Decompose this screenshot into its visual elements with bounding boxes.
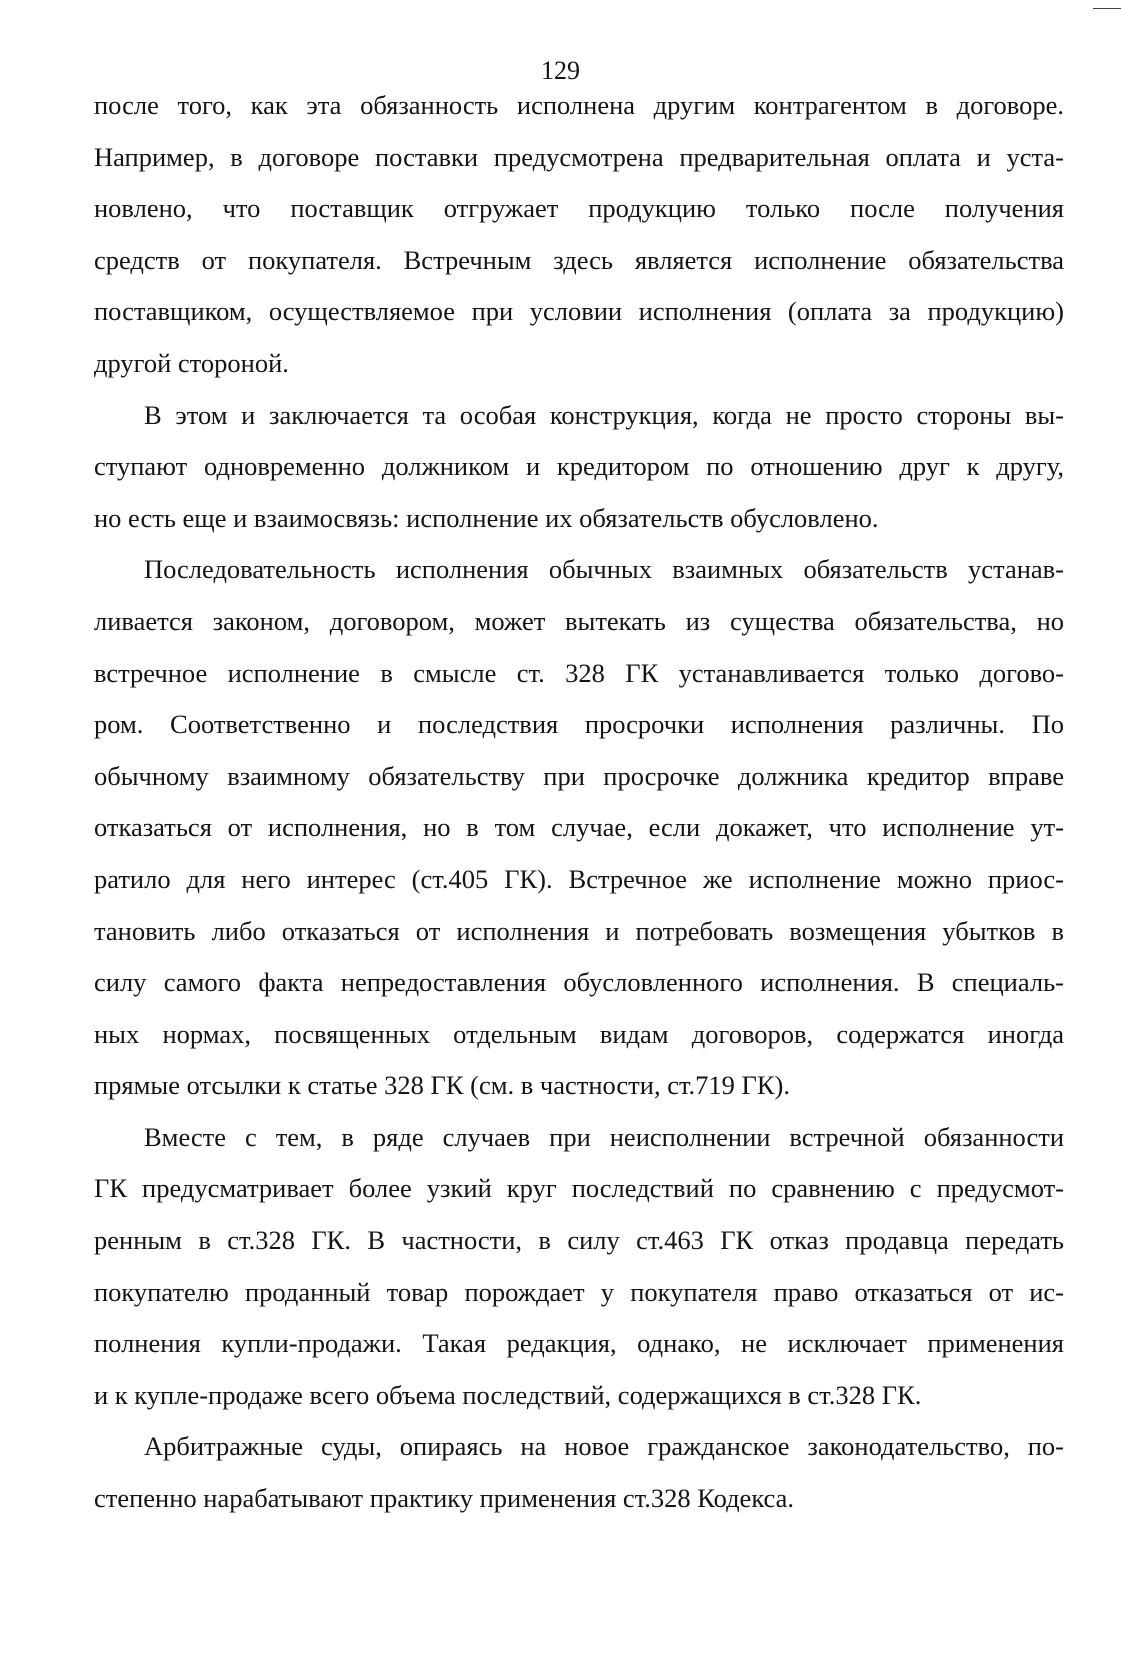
text-line: и к купле-продаже всего объема последствий, содержащихся в ст.328 ГК. — [94, 1379, 922, 1410]
text-line: ступают одновременно должником и кредитором по отношению друг к другу, — [94, 451, 1064, 482]
text-line: средств от покупателя. Встречным здесь является исполнение обязательства — [94, 244, 1064, 275]
text-line: новлено, что поставщик отгружает продукцию только после получения — [94, 193, 1064, 224]
text-line: но есть еще и взаимосвязь: исполнение их обязательств обусловлено. — [94, 502, 879, 533]
text-line: после того, как эта обязанность исполнена другим контрагентом в договоре. — [94, 90, 1064, 120]
text-line: степенно нарабатывают практику применения ст.328 Кодекса. — [94, 1483, 795, 1514]
text-line: ГК предусматривает более узкий круг последствий по сравнению с предусмот- — [94, 1173, 1064, 1204]
text-line: Например, в договоре поставки предусмотрена предварительная оплата и уста- — [94, 141, 1064, 172]
text-line: ренным в ст.328 ГК. В частности, в силу ст.463 ГК отказ продавца передать — [94, 1225, 1064, 1256]
paragraph-4 — [94, 1112, 1064, 1422]
text-line: ратило для него интерес (ст.405 ГК). Встречное же исполнение можно приос- — [94, 863, 1064, 894]
text-line: ливается законом, договором, может вытекать из существа обязательства, но — [94, 605, 1064, 636]
text-line: полнения купли-продажи. Такая редакция, однако, не исключает применения — [94, 1328, 1064, 1359]
text-line: ром. Соответственно и последствия просрочки исполнения различны. По — [94, 709, 1064, 740]
text-line: Последовательность исполнения обычных взаимных обязательств устанав- — [144, 554, 1064, 585]
text-line: встречное исполнение в смысле ст. 328 ГК устанавливается только догово- — [94, 657, 1064, 688]
text-line: тановить либо отказаться от исполнения и потребовать возмещения убытков в — [94, 915, 1064, 946]
text-line: покупателю проданный товар порождает у покупателя право отказаться от ис- — [94, 1276, 1064, 1307]
paragraph-5 — [94, 1421, 1064, 1524]
text-line: В этом и заключается та особая конструкция, когда не просто стороны вы- — [144, 399, 1064, 430]
text-line: отказаться от исполнения, но в том случае, если докажет, что исполнение ут- — [94, 812, 1064, 843]
text-line: силу самого факта непредоставления обусловленного исполнения. В специаль- — [94, 967, 1064, 998]
paragraph-1 — [94, 80, 1064, 390]
paragraph-2 — [94, 390, 1064, 545]
text-line: Арбитражные суды, опираясь на новое гражданское законодательство, по- — [144, 1431, 1064, 1462]
text-line: обычному взаимному обязательству при просрочке должника кредитор вправе — [94, 760, 1064, 791]
scan-corner-mark — [1093, 0, 1121, 9]
paragraph-3 — [94, 544, 1064, 1112]
text-line: другой стороной. — [94, 347, 289, 378]
page-number: 129 — [541, 56, 580, 85]
text-line: прямые отсылки к статье 328 ГК (см. в частности, ст.719 ГК). — [94, 1070, 790, 1101]
text-line: Вместе с тем, в ряде случаев при неисполнении встречной обязанности — [144, 1121, 1064, 1152]
text-line: поставщиком, осуществляемое при условии исполнения (оплата за продукцию) — [94, 296, 1064, 327]
text-line: ных нормах, посвященных отдельным видам договоров, содержатся иногда — [94, 1018, 1064, 1049]
body-text — [94, 80, 1064, 1525]
